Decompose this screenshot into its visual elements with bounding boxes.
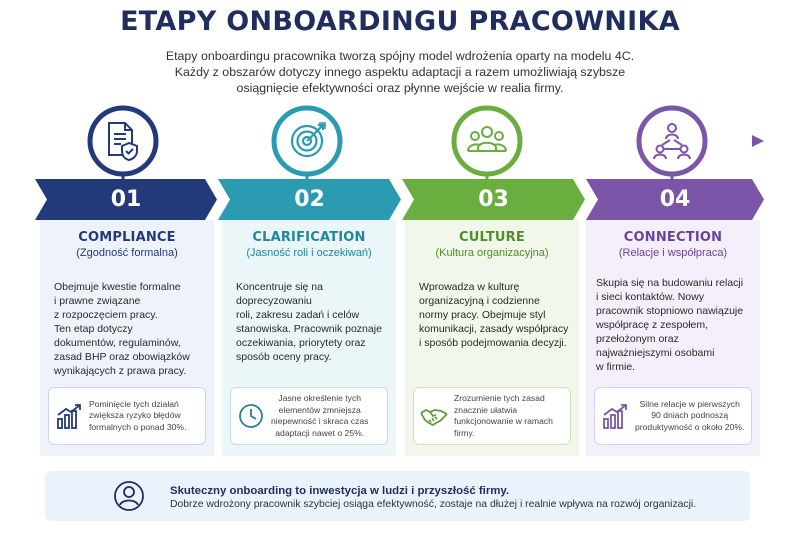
step-number-1: 01 bbox=[110, 187, 142, 212]
step-number-3: 03 bbox=[478, 187, 509, 212]
timeline-arrowhead bbox=[752, 135, 764, 147]
card-description: Obejmuje kwestie formalne i prawne związane z rozpoczęciem pracy. Ten etap dotyczy dokumentów, regulaminów, zasad BHP oraz obowiązków wynikających z prawa pracy. bbox=[54, 281, 190, 377]
footer-banner bbox=[45, 471, 750, 521]
card-note: Silne relacje w pierwszych 90 dniach podnoszą produktywność o około 20%. bbox=[594, 387, 752, 445]
ring-4 bbox=[639, 108, 705, 174]
card-description: Wprowadza w kulturę organizacyjną i codzienne normy pracy. Obejmuje styl komunikacji, zasady współpracy i sposób podejmowania decyzji. bbox=[419, 281, 569, 349]
card-subtitle: (Jasność roli i oczekiwań) bbox=[246, 247, 372, 259]
bar-chart-up-icon bbox=[55, 402, 83, 430]
page-title: ETAPY ONBOARDINGU PRACOWNIKA bbox=[120, 6, 680, 37]
step-card-connection bbox=[586, 220, 760, 456]
card-note: Pominięcie tych działań zwiększa ryzyko błędów formalnych o ponad 30%. bbox=[48, 387, 206, 445]
step-number-4: 04 bbox=[659, 187, 691, 212]
step-card-compliance bbox=[40, 220, 214, 456]
subtitle-line: Etapy onboardingu pracownika tworzą spójny model wdrożenia oparty na modelu 4C. bbox=[165, 49, 635, 63]
ring-3 bbox=[454, 108, 520, 174]
card-title: CONNECTION bbox=[623, 230, 723, 245]
card-title: COMPLIANCE bbox=[78, 230, 176, 245]
handshake-icon bbox=[420, 402, 448, 430]
card-title: CULTURE bbox=[459, 230, 525, 245]
person-circle-icon bbox=[113, 480, 145, 512]
ring-1 bbox=[90, 108, 156, 174]
card-note: Zrozumienie tych zasad znacznie ułatwia funkcjonowanie w ramach firmy. bbox=[413, 387, 571, 445]
card-description: Koncentruje się na doprecyzowaniu roli, zakresu zadań i celów stanowiska. Pracownik poznaje oczekiwania, priorytety oraz sposób oceny pracy. bbox=[236, 281, 382, 363]
step-card-clarification bbox=[222, 220, 396, 456]
card-subtitle: (Kultura organizacyjna) bbox=[435, 247, 549, 259]
footer-text: Dobrze wdrożony pracownik szybciej osiąga efektywność, zostaje na dłużej i realnie wpływa na rozwój organizacji. bbox=[170, 499, 697, 510]
clock-icon bbox=[237, 402, 265, 430]
step-card-culture bbox=[405, 220, 579, 456]
bar-chart-up-icon bbox=[601, 402, 629, 430]
step-number-2: 02 bbox=[294, 187, 325, 212]
card-description: Skupia się na budowaniu relacji i sieci kontaktów. Nowy pracownik stopniowo nawiązuje współpracę z zespołem, przełożonym oraz najważniejszymi osobami w firmie. bbox=[596, 277, 744, 373]
card-note: Jasne określenie tych elementów zmniejsza niepewność i skraca czas adaptacji nawet o 25%. bbox=[230, 387, 388, 445]
card-subtitle: (Zgodność formalna) bbox=[76, 247, 178, 259]
card-subtitle: (Relacje i współpraca) bbox=[618, 247, 728, 259]
footer-title: Skuteczny onboarding to inwestycja w ludzi i przyszłość firmy. bbox=[170, 485, 510, 497]
card-title: CLARIFICATION bbox=[252, 230, 366, 245]
subtitle-line: osiągnięcie efektywności oraz płynne wejście w realia firmy. bbox=[236, 81, 564, 95]
subtitle-line: Każdy z obszarów dotyczy innego aspektu adaptacji a razem umożliwiają szybsze bbox=[174, 65, 626, 79]
